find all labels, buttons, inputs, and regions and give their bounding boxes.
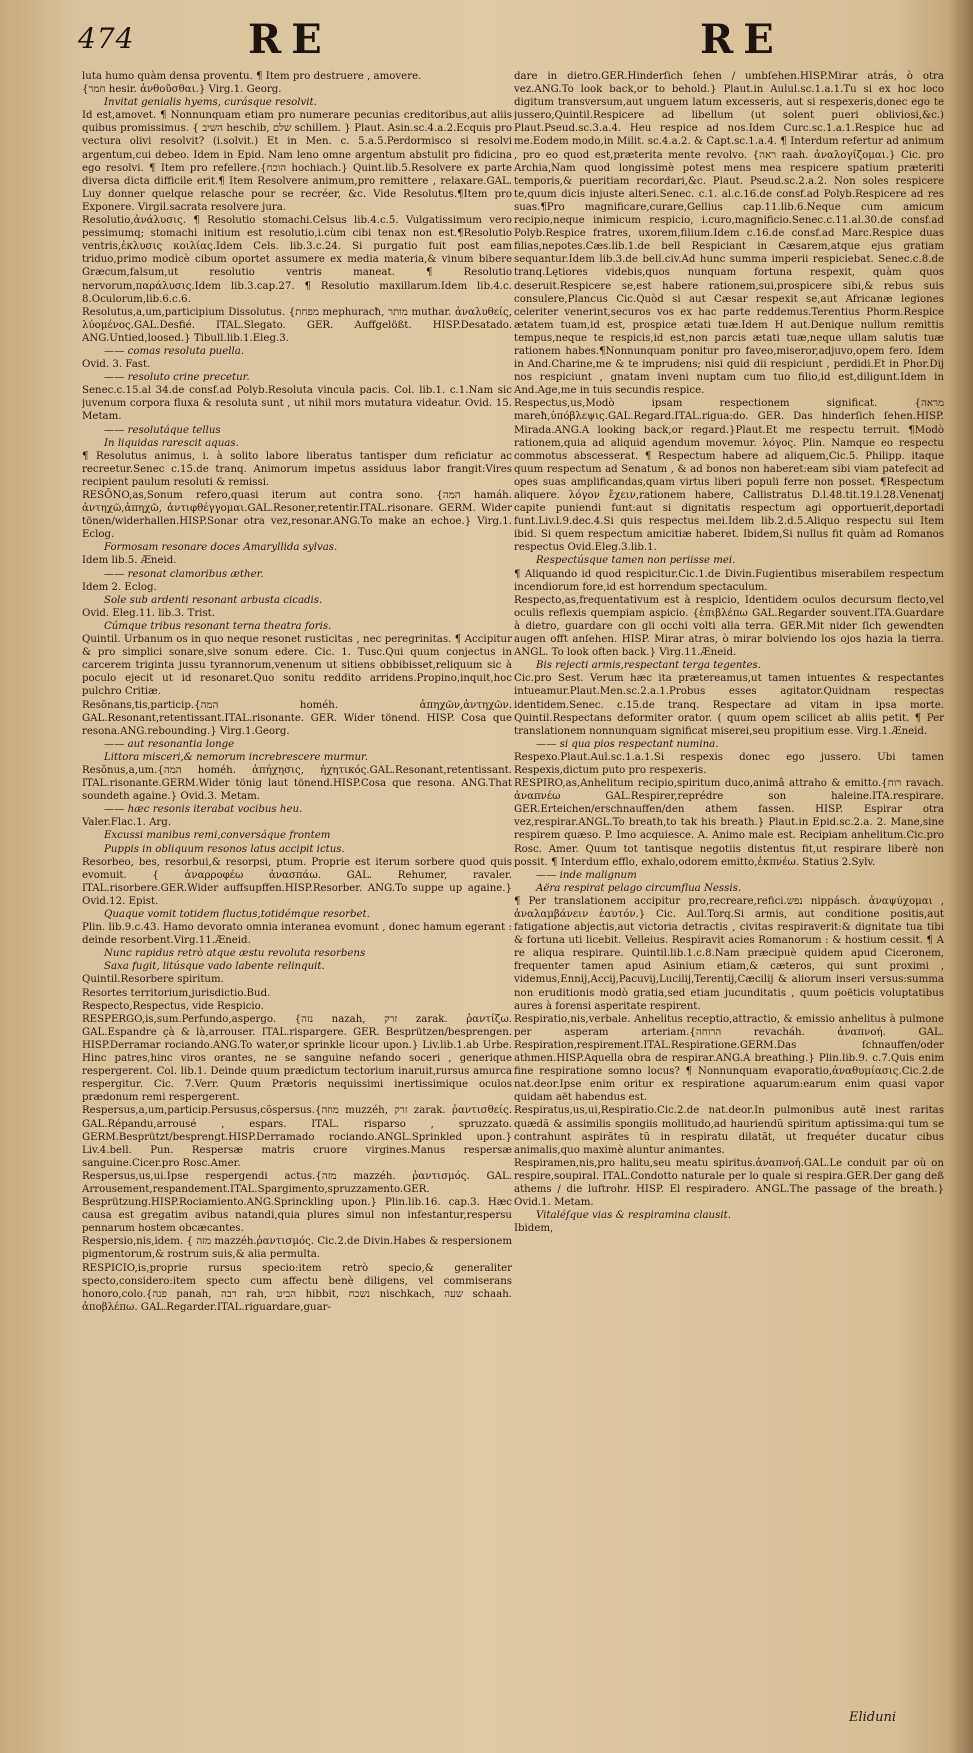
dictionary-entry: Plin. lib.9.c.43. Hamo devorato omnia interanea evomunt , donec hamum egerant : deinde resorbent.Virg.11.Æneid. — [82, 922, 512, 947]
dictionary-entry: Resolutio,ἀνάλυσις. ¶ Resolutio stomachi.Celsus lib.4.c.5. Vulgatissimum vero pessimumq; stomachi initium est resolutio,i.cùm cibi tenax non est.¶Resolutio ventris,ἐκλυσις κοιλίας.Idem Cels. lib.3.c.24. Si purgatio fuit post eam triduo,primo modicè cibum oportet assumere ex media materia,& vinum bibere Græcum,falsum,ut resolutio ventris maneat. ¶ Resolutio nervorum,παράλυσις.Idem lib.3.cap.27. ¶ Resolutio maxillarum.Idem lib.4.c. 8.Oculorum,lib.6.c.6. — [82, 215, 512, 305]
dictionary-entry: Respecto,as,frequentativum est à respicio, Identidem oculos decursum flecto,vel oculis reflexis quempiam aspicio. {ἐπιβλέπω GAL.Regarder souvent.ITA.Guardare à dietro, guardare con gli occhi volti alla terra. GER.Mit nider ſich gewendten augen offt anſehen. HISP. Mirar atras, ò mirar bolviendo los ojos hazia la tierra. ANGL. To look often back.} Virg.11.Æneid. — [514, 594, 944, 659]
dictionary-entry: Resorbeo, bes, resorbui,& resorpsi, ptum. Proprie est iterum sorbere quod quis evomuit. { ἀναρροφέω ἀνασπάω. GAL. Rehumer, ravaler. ITAL.risorbere.GER.Wider auffsupffen.HISP.Resorber. ANG.To suppe up againe.} Ovid.12. Epist. — [82, 856, 512, 907]
dictionary-entry: Respexo.Plaut.Aul.sc.1.a.1.Si respexis donec ego jussero. Ubi tamen Respexis,dictum puto pro respexeris. — [514, 751, 944, 776]
dictionary-entry: Formosam resonare doces Amaryllida sylvas. — [104, 542, 338, 554]
dictionary-entry: Resolutus,a,um,participium Dissolutus. {מפחת mephuracħ, מותר muthar. ἀναλυθείς, λύομένος.GAL.Desfié. ITAL.Slegato. GER. Auffgelößt. HISP.Desatado. ANG.Untied,loosed.} Tibull.lib.1.Eleg.3. — [82, 306, 512, 344]
dictionary-entry: Respiratus,us,ui,Respiratio.Cic.2.de nat.deor.In pulmonibus autẽ inest raritas quædã & assimilis spongiis mollitudo,ad hauriendũ spiritum aptissima:qui tum se contrahunt aspirãtes tũ in respiratu dilatãt, ut frequéter ducatur cibus animalis,quo maximè aluntur animantes. — [514, 1105, 944, 1156]
dictionary-entry: Resortes territorium,jurisdictio.Bud. — [82, 987, 271, 999]
dictionary-entry: dare in dietro.GER.Hinderſich ſehen / umbſehen.HISP.Mirar atrás, ò otra vez.ANG.To look back,or to behold.} Plaut.in Aulul.sc.1.a.1.Tu si ex hoc loco digitum transversum,aut unguem latum excesseris, aut si respexeris,donec ego te jussero,Quintil.Respicere ad libellum (ut solent pueri obliviosi,&c.) Plaut.Pseud.sc.3.a.4. Heu respice ad nos.Idem Curc.sc.1.a.1.Respice huc ad me.Eodem modo,in Milit. sc.4.a.2. & Capt.sc.1.a.4. ¶ Interdum refertur ad animum , pro eo quod est,præterita mente revolvo. {ראה raah. ἀναλογίζομαι.} Cic. pro Archia,Nam quod longissimè potest mens mea respicere spatium præteriti temporis,& pueritiam recordari,&c. Plaut. Pseud.sc.2.a.2. Non soles respicere te,quum dicis injuste alteri.Senec. c.1. al.c.16.de consf.ad Polyb.Respicere ad res suas.¶Pro magnificare,curare,Gellius cap.11.lib.6.Neque cum amicum recipio,neque inimicum respicio, i.curo,magnificio.Senec.c.11.al.30.de consf.ad Polyb.Respice fratres, uxorem,filium.Idem c.16.de consf.ad Marc.Respice duas filias,nepotes.Cæs.lib.1.de bell Respiciant in Cæsarem,atque ejus gratiam sequantur.Idem lib.3.de bell.civ.Ad hunc summa imperii respiciebat. Senec.c.8.de tranq.Lętiores videbis,quos nunquam fortuna respexit, quàm quos deseruit.Respicere se,est habere rationem,sui,prospicere sibi,& rebus suis consulere,Plancus Cic.Quòd si aut Cæsar respexit se,aut Africanæ legiones celeriter venerint,securos vos ex hac parte reddemus.Terentius Phorm.Respice ætatem tuam,id est, prospice ætati tuæ.Idem H aut.Denique nullum remittis tempus,neque te respicis,id est,non parcis ætati tuæ,neque ullam salutis tuæ rationem habes.¶Nonnunquam ponitur pro faveo,miseror,adjuvo,opem fero. Idem in And.Charine,me & te imprudens; nisi quid dii respiciunt , perdidi.Et in Phor.Dij nos respiciunt , gnatam inveni nuptam cum tuo filio,id est,diligunt.Idem in And.Age,me in tuis secundis respice. — [514, 71, 944, 397]
dictionary-entry: Valer.Flac.1. Arg. — [82, 817, 172, 829]
running-head-left: RE — [248, 16, 332, 63]
dictionary-entry: Ovid. Eleg.11. lib.3. Trist. — [82, 607, 216, 619]
dictionary-entry: Saxa fugit, litúsque vado labente relinquit. — [104, 961, 325, 973]
right-column — [514, 70, 944, 1650]
running-head-right: RE — [700, 16, 784, 63]
dictionary-entry: Nunc rapidus retrò atque æstu revoluta resorbens — [104, 948, 366, 960]
dictionary-entry: Senec.c.15.al 34.de consf.ad Polyb.Resoluta vincula pacis. Col. lib.1. c.1.Nam sic juvenum corpora fluxa & resoluta sunt , ut nihil mors mutatura videatur. Ovid. 15. Metam. — [82, 385, 512, 423]
dictionary-entry: In liquidas rarescit aquas. — [104, 437, 239, 449]
dictionary-entry: RESŌNO,as,Sonum refero,quasi iterum aut contra sono. {המה hamáh. ἀντηχῶ,ἀπηχῶ, ἀντιφθέγγομαι.GAL.Resoner,retentir.ITAL.risonare. GERM. Wider tönen/widerhallen.HISP.Sonar otra vez,resonar.ANG.To make an echoe.} Virg.1. Eclog. — [82, 490, 512, 541]
dictionary-entry: Aëra respirat pelago circumflua Nessis. — [536, 882, 742, 894]
left-column — [82, 70, 512, 1730]
dictionary-entry: Sole sub ardenti resonant arbusta cicadis. — [104, 594, 323, 606]
dictionary-entry: Respectúsque tamen non periisse mei. — [536, 555, 736, 567]
dictionary-entry: {חמר hesir. ἀνθοῦσθαι.} Virg.1. Georg. — [82, 84, 282, 96]
dictionary-entry: Puppis in obliquum resonos latus accipit ictus. — [104, 843, 345, 855]
dictionary-entry: ¶ Aliquando id quod respicitur.Cic.1.de Divin.Fugientibus miserabilem respectum incendiorum fore,id est horrendum spectaculum. — [514, 568, 944, 593]
dictionary-entry: Idem lib.5. Æneid. — [82, 555, 177, 567]
page-number: 474 — [78, 22, 135, 55]
dictionary-entry: Respersus,us,ui.Ipse respergendi actus.{מזה mazzéh. ῥαντισμός. GAL. Arrousement,respandement.ITAL.Spargimento,spruzzamento.GER. Besprützung.HISP.Rociamiento.ANG.Sprinckling upon.} Plin.lib.16. cap.3. Hæc causa est gregatim avibus natandi,quia plures simul non infestantur,respersu pennarum hostem obcæcantes. — [82, 1170, 512, 1235]
dictionary-entry: luta humo quàm densa proventu. ¶ Item pro destruere , amovere. — [82, 71, 422, 82]
dictionary-entry: ¶ Resolutus animus, i. à solito labore liberatus tantisper dum reficiatur ac recreetur.Senec c.15.de tranq. Animorum impetus assiduus labor frangit:Vires recipient paulum resoluti & remissi. — [82, 450, 512, 488]
dictionary-entry: Respersio,nis,idem. { מזה mazzéh.ῥαντισμός. Cic.2.de Divin.Habes & respersionem pigmentorum,& rostrum suis,& alia permulta. — [82, 1236, 512, 1261]
dictionary-entry: —— inde malignum — [536, 869, 637, 881]
page-fold-shadow — [949, 0, 973, 1753]
dictionary-entry: RESPIRO,as,Anhelitum recipio,spiritum duco,animâ attraho & emitto.{רוח ravach. ἀναπνέω GAL.Respirer,reprédre son haleine.ITA.respirare. GER.Erteichen/erschnauffen/den athem fassen. HISP. Espirar otra vez,respirar.ANGL.To breath,to tak his breath.} Plaut.in Epid.sc.2.a. 2. Mane,sine respirem quæso. P. Imo acquiesce. A. Animo male est. Recipiam anhelitum.Cic.pro Rosc. Amer. Quum tot tantisque negotiis distentus fit,ut respirare liberè non possit. ¶ Interdum efflo, exhalo,odorem emitto,ἐκπνέω. Statius 2.Sylv. — [514, 778, 944, 868]
dictionary-entry: Id est,amovet. ¶ Nonnunquam etiam pro numerare pecunias creditoribus,aut aliis quibus promissimus. { השיב heschib, שלם schillem. } Plaut. Asin.sc.4.a.2.Ecquis pro vectura olivi resolvit? (i.solvit.) Et in Men. c. 5.a.5.Perdormisco si resolvi argentum,cui debeo. Idem in Epid. Nam leno omne argentum abstulit pro fidicina ego resolvi. ¶ Item pro refellere.{הוכח hochiach.} Quint.lib.5.Resolvere ex parte diversa dicta difficile erit.¶ Item Resolvere animum,pro remittere , relaxare.GAL. Luy donner quelque relasche pour se recréer, &c. Vide Resolutus.¶Item pro Exponere. Virgil.sacrata resolvere jura. — [82, 110, 512, 213]
dictionary-entry: Excussi manibus remi,conversáque frontem — [104, 830, 331, 842]
dictionary-entry: Respiratio,nis,verbale. Anhelitus receptio,attractio, & emissio anhelitus à pulmone per asperam arteriam.{הרוחה revacháh. ἀναπνοή. GAL. Respiration,respirement.ITAL.Respiratione.GERM.Das ſchnauffen/oder athmen.HISP.Aquella obra de respirar.ANG.A breathing.} Plin.lib.9. c.7.Quis enim fine respiratione somno locus? ¶ Nonnunquam evaporatio,ἀναθυμίασις.Cic.2.de nat.deor.Ipse enim oritur ex respiratione aquarum:earum enim quasi vapor quidam aët habendus est. — [514, 1013, 944, 1104]
dictionary-entry: Respersus,a,um,particip.Persusus,cõspersus.{מוזה muzzéh, זרק zarak. ῥαντισθείς. GAL.Répandu,arrousé , espars. ITAL. risparso , spruzzato. GERM.Besprützt/besprengt.HISP.Derramado rociando.ANGL.Sprinkled upon.} Liv.4.bell. Pun. Respersæ matris cruore virgines.Manus respersæ sanguine.Cicer.pro Rosc.Amer. — [82, 1105, 512, 1169]
dictionary-entry: —— resoluto crine precetur. — [104, 372, 250, 384]
dictionary-entry: Bis rejecti armis,respectant terga tegentes. — [536, 660, 762, 672]
dictionary-entry: Cic.pro Sest. Verum hæc ita prætereamus,ut tamen intuentes & respectantes intueamur.Plaut.Men.sc.2.a.1.Probus esses agitator.Quidnam respectas identidem.Senec. c.15.de tranq. Respectare ad vitam in ipsa morte. Quintil.Respectans deformiter orator. ( quum opem scilicet ab aliis petit. ¶ Per translationem nonnunquam significat miserei,seu propitium esse. Virg.1.Æneid. — [514, 673, 944, 737]
dictionary-entry: Quaque vomit totidem fluctus,totidémque resorbet. — [104, 909, 370, 920]
dictionary-entry: Resŏnans,tis,particip.{המה homéh. ἀπηχῶν,ἀντηχῶν. GAL.Resonant,retentissant.ITAL.risonante. GER. Wider tönend. HISP. Cosa que resona.ANG.rebounding.} Virg.1.Georg. — [82, 699, 512, 737]
dictionary-entry: —— si qua pios respectant numina. — [536, 738, 719, 750]
dictionary-entry: Resŏnus,a,um.{המה homéh. ἀπήχησις, ἠχητικός.GAL.Resonant,retentissant. ITAL.risonante.GERM.Wider tönig laut tönend.HISP.Cosa que resona. ANG.That soundeth againe.} Ovid.3. Metam. — [82, 764, 512, 803]
dictionary-entry: RESPICIO,is,proprie rursus specio:item retrò specio,& generaliter specto,considero:item specto cum affectu benè diligens, vel commiserans honoro,colo.{פנה panah, רבה rah, הביט hibbit, נשכח nischkach, שעה schaah. ἀποβλέπω. GAL.Regarder.ITAL.riguardare,guar- — [82, 1262, 512, 1313]
dictionary-entry: —— hæc resonis iterabat vocibus heu. — [104, 804, 303, 816]
dictionary-entry: —— resonat clamoribus æther. — [104, 568, 264, 580]
dictionary-entry: Ovid. 3. Fast. — [82, 359, 151, 371]
dictionary-entry: Ibidem, — [514, 1223, 554, 1235]
dictionary-entry: ¶ Per translationem accipitur pro,recreare,refici.נפש nippásch. ἀναψύχομαι , ἀναλαμβάνειν ἑαυτόν.} Cic. Aul.Torq.Si armis, aut conditione positis,aut fatigatione abjectis,aut victoria detractis , civitas respiraverit:& dignitate tua tibi & fortuna uti licebit. Velleius. Respiravit acies Romanorum : & hostium cessit. ¶ A re aliqua respirare. Quintil.lib.1.c.8.Nam præcipuè quidem apud Ciceronem, frequenter tamen apud Asinium etiam,& cæteros, qui sunt proximi , videmus,Ennij,Accij,Pacuvij,Lucilij,Terentij,Cæcilij & aliorum inseri versus:summa non eruditionis modò gratia,sed etiam jucunditatis , quum poëticis voluptatibus aures à forensi asperitate respirent. — [514, 895, 944, 1012]
dictionary-entry: Quintil.Resorbere spiritum. — [82, 974, 224, 986]
dictionary-entry: Cúmque tribus resonant terna theatra foris. — [104, 620, 332, 632]
dictionary-entry: —— aut resonantia longe — [104, 738, 235, 750]
dictionary-entry: Respecto,Respectus, vide Respicio. — [82, 1000, 264, 1012]
dictionary-entry: —— resolutáque tellus — [104, 424, 221, 436]
dictionary-entry: Vitaléſque vias & respiramina clausit. — [536, 1210, 731, 1222]
catchword: Eliduni — [849, 1710, 897, 1725]
dictionary-entry: Respiramen,nis,pro halitu,seu meatu spiritus.ἀναπνοή.GAL.Le conduit par où on respire,soupiral. ITAL.Condotto naturale per lo quale si respira.GER.Der gang deß athems / die luftrohr. HISP. El respiradero. ANGL.The passage of the breath.} Ovid.1. Metam. — [514, 1157, 944, 1209]
dictionary-entry: RESPERGO,is,sum.Perfundo,aspergo. {נזה nazah, זרק zarak. ῥαντίζω. GAL.Espandre çà & là,arrouser. ITAL.rispargere. GER. Besprützen/besprengen. HISP.Derramar rociando.ANG.To water,or sprinkle licour upon.} Liv.lib.1.ab Urbe. Hinc patres,hinc viros orantes, ne se sanguine nefando soceri , generique respergerent. Col. lib.1. Deinde quum prædictum tectorium inaruit,rursus amurca respergitur. Cic. 7.Verr. Quum Prætoris nequissimi inertissimique oculos prædonum remi respergerent. — [82, 1013, 512, 1104]
dictionary-entry: Idem 2. Eclog. — [82, 581, 157, 593]
dictionary-entry: Respectus,us,Modò ipsam respectionem significat. {מראה mareħ,ὑπόβλεψις.GAL.Regard.ITAL.rigua:do. GER. Das hinderſich ſehen.HISP. Mirada.ANG.A looking back,or regard.}Plaut.Et me respectu terruit. ¶Modò rationem,quia ad aliquid agendum movemur. λόγος. Plin. Namque eo respectu commotus abscesserat. ¶ Respectum habere ad aliquem,Cic.5. Philipp. itaque quum respectum ad Senatum , & ad bonos non haberet:eam sibi viam patefecit ad opes suas amplificandas,quam virtus liberi populi ferre non posset. ¶Respectum aliquere. λόγον ἔχειν,rationem habere, Callistratus D.l.48.tit.19.l.28.Venenatj capite puniendi funt:aut si dignitatis respectum agi opportuerit,deportadi funt.Liv.l.9.dec.4.Si quis respectus mei.Idem lib.2.d.5.Aliquo respectu sui Item ibid. Si quem respectum amicitiæ haberet. Ibidem,Si nullus fit quàm ad Romanos respectus Ovid.Eleg.3.lib.1. — [514, 398, 944, 554]
dictionary-entry: Littora misceri,& nemorum increbrescere murmur. — [104, 751, 369, 763]
dictionary-entry: —— comas resoluta puella. — [104, 345, 245, 357]
dictionary-entry: Invitat genialis hyems, curásque resolvit. — [104, 97, 317, 109]
dictionary-entry: Quintil. Urbanum os in quo neque resonet rusticitas , nec peregrinitas. ¶ Accipitur & pro simplici sonare,sive sonum edere. Cic. 1. Tusc.Qui quum conjectus in carcerem triginta jussu tyrannorum,venenum ut sitiens obbibisset,reliquum sic à poculo ejecit ut id resonaret.Quo sonitu reddito arridens.Propino,inquit,hoc pulchro Critiæ. — [82, 634, 512, 698]
